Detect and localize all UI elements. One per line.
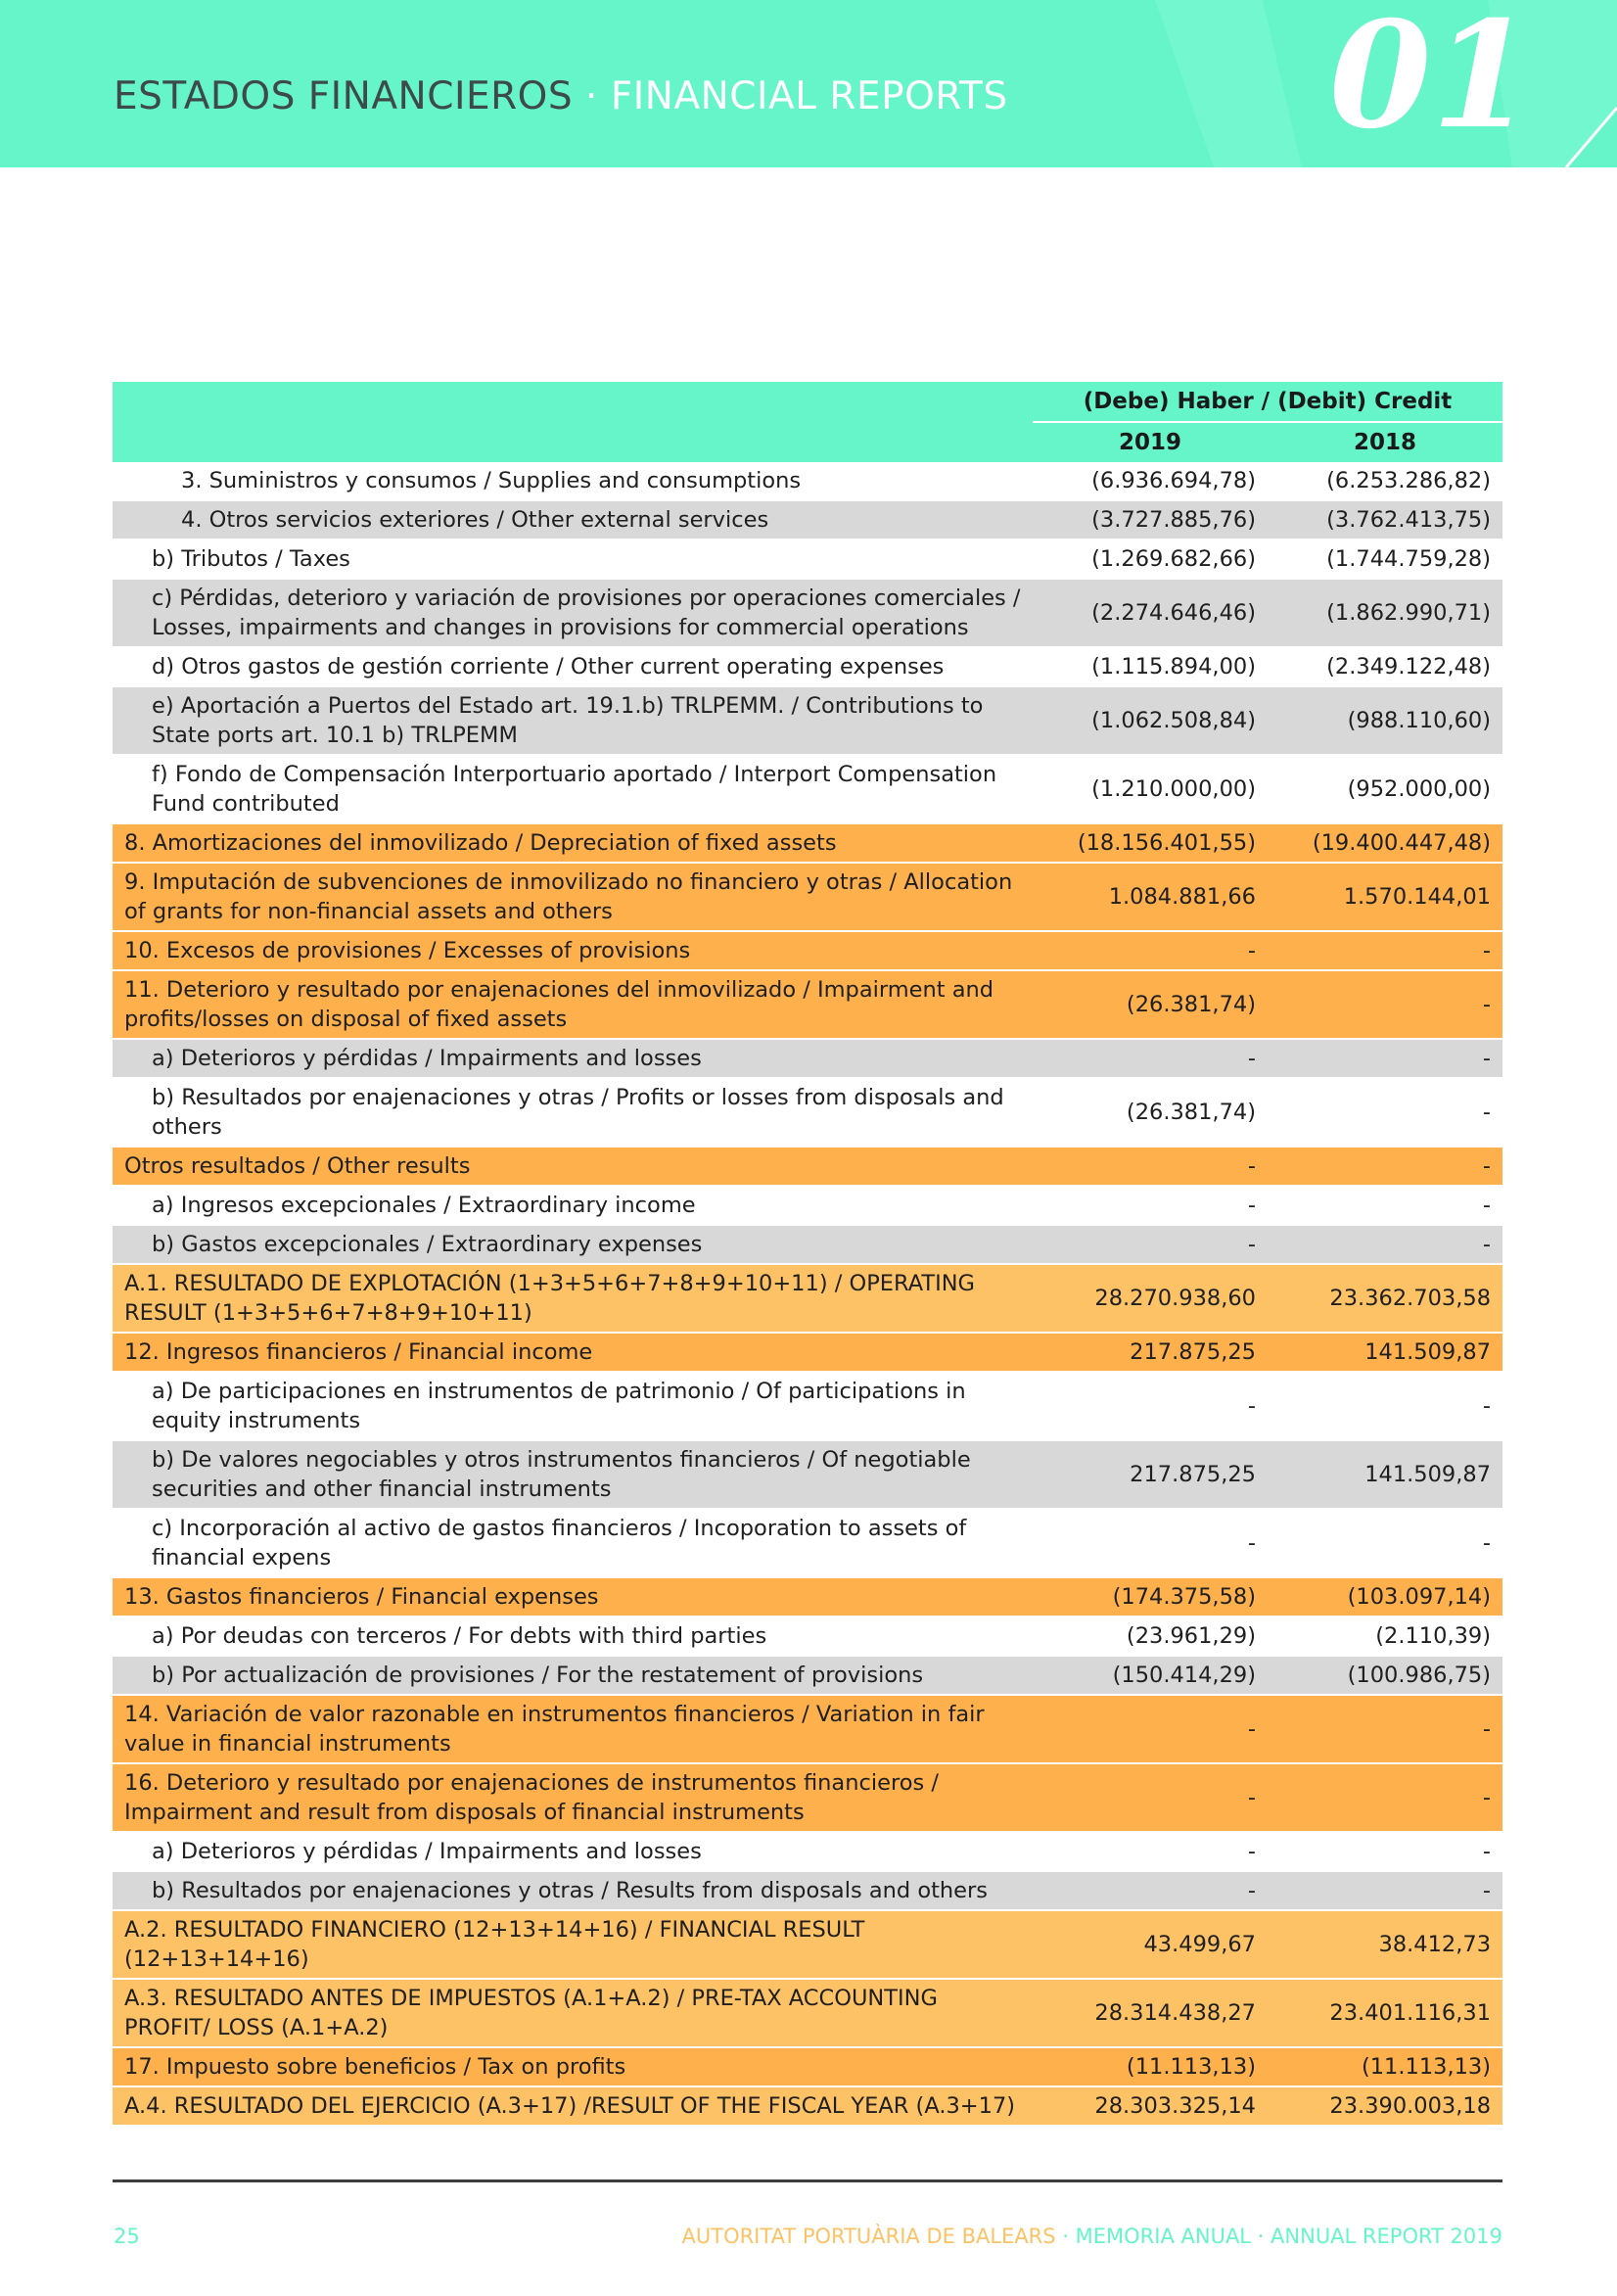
row-label: a) Por deudas con terceros / For debts with third parties [113,1617,1033,1656]
row-value-2019: (174.375,58) [1033,1577,1268,1617]
row-value-2019: - [1033,1832,1268,1871]
row-label: 3. Suministros y consumos / Supplies and consumptions [113,462,1033,500]
table-row [113,931,1502,970]
row-value-2019: 217.875,25 [1033,1333,1268,1372]
row-value-2019: 217.875,25 [1033,1440,1268,1509]
footer-publication [682,2225,1503,2248]
table-row [113,1577,1502,1617]
row-value-2018: (988.110,60) [1268,686,1502,755]
row-value-2019: - [1033,1871,1268,1910]
row-value-2018: - [1268,1871,1502,1910]
row-value-2019: (150.414,29) [1033,1656,1268,1695]
row-value-2018: (103.097,14) [1268,1577,1502,1617]
row-label: a) Ingresos excepcionales / Extraordinary income [113,1186,1033,1225]
table-year-row [113,422,1502,462]
row-value-2019: - [1033,1509,1268,1577]
header-blank-cell [113,422,1033,462]
row-value-2018: - [1268,1078,1502,1147]
row-label: f) Fondo de Compensación Interportuario aportado / Interport Compensation Fund contributed [113,755,1033,823]
row-value-2019: - [1033,1039,1268,1078]
table-row [113,647,1502,686]
row-value-2019: - [1033,1763,1268,1832]
row-value-2018: (2.349.122,48) [1268,647,1502,686]
table-row [113,755,1502,823]
row-label: e) Aportación a Puertos del Estado art. 19.1.b) TRLPEMM. / Contributions to State ports art. 10.1 b) TRLPEMM [113,686,1033,755]
row-value-2018: - [1268,1147,1502,1186]
row-value-2018: (11.113,13) [1268,2047,1502,2086]
table-row [113,1264,1502,1333]
row-label: 12. Ingresos financieros / Financial income [113,1333,1033,1372]
section-title-separator: · [573,74,611,118]
row-value-2018: - [1268,1695,1502,1763]
row-value-2018: (6.253.286,82) [1268,462,1502,500]
row-label: 8. Amortizaciones del inmovilizado / Depreciation of fixed assets [113,823,1033,863]
row-value-2018: (3.762.413,75) [1268,500,1502,539]
row-label: c) Incorporación al activo de gastos financieros / Incoporation to assets of financial expens [113,1509,1033,1577]
row-value-2019: (11.113,13) [1033,2047,1268,2086]
row-label: 11. Deterioro y resultado por enajenaciones del inmovilizado / Impairment and profits/losses on disposal of fixed assets [113,970,1033,1039]
table-row [113,579,1502,647]
row-label: 16. Deterioro y resultado por enajenaciones de instrumentos financieros / Impairment and result from disposals of financial instruments [113,1763,1033,1832]
row-label: b) Resultados por enajenaciones y otras / Profits or losses from disposals and others [113,1078,1033,1147]
table-row [113,1832,1502,1871]
row-value-2019: - [1033,1695,1268,1763]
row-label: c) Pérdidas, deterioro y variación de provisiones por operaciones comerciales / Losses, impairments and changes in provisions for commercial operations [113,579,1033,647]
row-value-2019: 28.314.438,27 [1033,1979,1268,2047]
row-value-2018: 23.362.703,58 [1268,1264,1502,1333]
row-value-2018: - [1268,1832,1502,1871]
table-row [113,1147,1502,1186]
header-year-2019: 2019 [1033,422,1268,462]
row-value-2019: 28.303.325,14 [1033,2086,1268,2126]
row-label: a) Deterioros y pérdidas / Impairments and losses [113,1832,1033,1871]
row-label: 14. Variación de valor razonable en instrumentos financieros / Variation in fair value in financial instruments [113,1695,1033,1763]
financial-table-container [113,382,1502,2127]
table-row [113,1695,1502,1763]
row-label: b) Tributos / Taxes [113,539,1033,579]
row-value-2019: - [1033,1372,1268,1440]
row-value-2019: (26.381,74) [1033,970,1268,1039]
row-value-2019: (1.210.000,00) [1033,755,1268,823]
row-value-2019: (3.727.885,76) [1033,500,1268,539]
chapter-number: 01 [1329,0,1534,162]
row-value-2018: - [1268,1372,1502,1440]
row-label: Otros resultados / Other results [113,1147,1033,1186]
row-value-2018: - [1268,1509,1502,1577]
row-value-2018: - [1268,1186,1502,1225]
row-label: 4. Otros servicios exteriores / Other external services [113,500,1033,539]
table-row [113,1078,1502,1147]
row-value-2018: 141.509,87 [1268,1333,1502,1372]
table-row [113,1333,1502,1372]
row-value-2018: (952.000,00) [1268,755,1502,823]
row-label: a) Deterioros y pérdidas / Impairments and losses [113,1039,1033,1078]
row-value-2018: - [1268,1039,1502,1078]
table-row [113,970,1502,1039]
row-value-2018: (1.862.990,71) [1268,579,1502,647]
row-value-2019: (1.062.508,84) [1033,686,1268,755]
row-value-2018: 38.412,73 [1268,1910,1502,1979]
row-value-2018: (100.986,75) [1268,1656,1502,1695]
table-row [113,686,1502,755]
row-value-2019: (18.156.401,55) [1033,823,1268,863]
footer-organization: AUTORITAT PORTUÀRIA DE BALEARS [681,2225,1056,2248]
row-value-2018: 23.401.116,31 [1268,1979,1502,2047]
table-header-row [113,382,1502,422]
row-value-2019: 28.270.938,60 [1033,1264,1268,1333]
page-header [0,0,1617,167]
row-value-2018: - [1268,970,1502,1039]
page-number: 25 [114,2225,140,2248]
table-row [113,1225,1502,1264]
row-value-2019: (1.269.682,66) [1033,539,1268,579]
row-label: b) Resultados por enajenaciones y otras / Results from disposals and others [113,1871,1033,1910]
row-value-2018: - [1268,931,1502,970]
row-value-2019: (26.381,74) [1033,1078,1268,1147]
section-title-es: ESTADOS FINANCIEROS [114,74,574,118]
table-row [113,1763,1502,1832]
row-label: 9. Imputación de subvenciones de inmovilizado no financiero y otras / Allocation of grants for non-financial assets and others [113,863,1033,931]
row-label: A.1. RESULTADO DE EXPLOTACIÓN (1+3+5+6+7+8+9+10+11) / OPERATING RESULT (1+3+5+6+7+8+9+10+11) [113,1264,1033,1333]
table-row [113,1440,1502,1509]
table-row [113,1372,1502,1440]
table-row [113,2086,1502,2126]
row-label: 10. Excesos de provisiones / Excesses of provisions [113,931,1033,970]
table-row [113,1039,1502,1078]
table-row [113,2047,1502,2086]
row-value-2019: (2.274.646,46) [1033,579,1268,647]
row-value-2018: 141.509,87 [1268,1440,1502,1509]
row-value-2019: - [1033,931,1268,970]
table-row [113,1910,1502,1979]
row-value-2019: (23.961,29) [1033,1617,1268,1656]
table-row [113,1186,1502,1225]
table-row [113,1509,1502,1577]
row-label: A.2. RESULTADO FINANCIERO (12+13+14+16) / FINANCIAL RESULT (12+13+14+16) [113,1910,1033,1979]
table-row [113,539,1502,579]
section-title [114,74,1008,118]
row-value-2018: (2.110,39) [1268,1617,1502,1656]
row-label: b) Por actualización de provisiones / For the restatement of provisions [113,1656,1033,1695]
row-value-2018: 23.390.003,18 [1268,2086,1502,2126]
row-label: 13. Gastos financieros / Financial expenses [113,1577,1033,1617]
row-label: d) Otros gastos de gestión corriente / Other current operating expenses [113,647,1033,686]
row-value-2019: (1.115.894,00) [1033,647,1268,686]
row-label: A.3. RESULTADO ANTES DE IMPUESTOS (A.1+A.2) / PRE-TAX ACCOUNTING PROFIT/ LOSS (A.1+A.2) [113,1979,1033,2047]
row-label: a) De participaciones en instrumentos de patrimonio / Of participations in equity instruments [113,1372,1033,1440]
row-label: 17. Impuesto sobre beneficios / Tax on profits [113,2047,1033,2086]
header-debit-credit: (Debe) Haber / (Debit) Credit [1033,382,1502,422]
row-value-2019: (6.936.694,78) [1033,462,1268,500]
row-value-2018: 1.570.144,01 [1268,863,1502,931]
header-blank-cell [113,382,1033,422]
row-value-2019: 1.084.881,66 [1033,863,1268,931]
row-value-2019: 43.499,67 [1033,1910,1268,1979]
row-value-2018: - [1268,1763,1502,1832]
table-row [113,1871,1502,1910]
header-year-2018: 2018 [1268,422,1502,462]
row-value-2018: - [1268,1225,1502,1264]
row-value-2018: (19.400.447,48) [1268,823,1502,863]
table-row [113,1617,1502,1656]
row-value-2018: (1.744.759,28) [1268,539,1502,579]
table-row [113,1979,1502,2047]
footer-report-title: · MEMORIA ANUAL · ANNUAL REPORT 2019 [1055,2225,1502,2248]
footer-divider [113,2179,1502,2182]
table-row [113,823,1502,863]
row-value-2019: - [1033,1225,1268,1264]
row-label: b) Gastos excepcionales / Extraordinary expenses [113,1225,1033,1264]
section-title-en: FINANCIAL REPORTS [610,74,1008,118]
table-row [113,462,1502,500]
row-value-2019: - [1033,1186,1268,1225]
table-row [113,863,1502,931]
table-row [113,1656,1502,1695]
row-label: A.4. RESULTADO DEL EJERCICIO (A.3+17) /RESULT OF THE FISCAL YEAR (A.3+17) [113,2086,1033,2126]
row-value-2019: - [1033,1147,1268,1186]
row-label: b) De valores negociables y otros instrumentos financieros / Of negotiable securities and other financial instruments [113,1440,1033,1509]
income-statement-table [113,382,1502,2127]
table-row [113,500,1502,539]
